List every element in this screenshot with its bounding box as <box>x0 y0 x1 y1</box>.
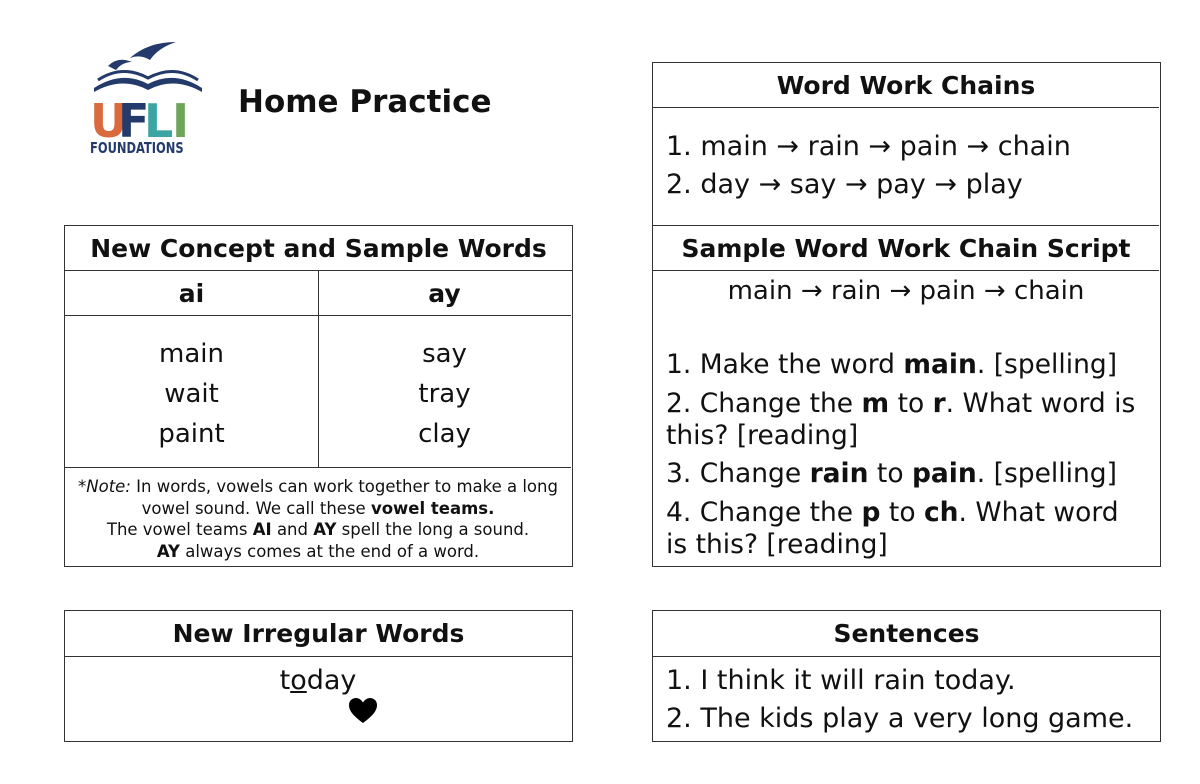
note-bold-1: vowel teams. <box>370 498 495 518</box>
step-text: . What word is this? [reading] <box>666 497 1119 560</box>
note-label: *Note: <box>78 477 131 496</box>
list-item: main <box>159 339 224 369</box>
step-text: to <box>889 388 933 419</box>
list-item: clay <box>418 419 471 449</box>
chains-title: Word Work Chains <box>653 63 1159 108</box>
concept-title: New Concept and Sample Words <box>65 226 572 271</box>
script-title: Sample Word Work Chain Script <box>653 226 1159 271</box>
note-text-3: and <box>271 520 314 539</box>
list-item: paint <box>158 419 225 449</box>
script-step-3 <box>666 458 1146 490</box>
step-text: . [spelling] <box>976 349 1118 380</box>
logo-subtitle: FOUNDATIONS <box>90 139 184 157</box>
note-text-5: always comes at the end of a word. <box>179 541 480 561</box>
step-text: . [spelling] <box>976 458 1117 489</box>
step-text: 2. Change the <box>666 388 862 419</box>
step-text: to <box>880 497 924 528</box>
note-bold-2: AI <box>252 520 272 539</box>
script-chain: main → rain → pain → chain <box>727 276 1085 306</box>
step-text: 3. Change <box>666 458 810 489</box>
step-text: . What word is this? [reading] <box>666 388 1136 451</box>
concept-box <box>64 225 573 567</box>
note-bold-3: AY <box>313 520 337 539</box>
step-bold: main <box>903 349 977 380</box>
step-bold: rain <box>809 458 869 489</box>
step-text: to <box>868 458 912 489</box>
step-text: 1. Make the word <box>666 349 904 380</box>
script-step-4 <box>666 497 1146 561</box>
step-bold: ch <box>923 497 959 528</box>
word-part: day <box>306 665 357 696</box>
script-step-2 <box>666 388 1146 452</box>
irregular-title: New Irregular Words <box>65 611 572 657</box>
note-text-4: spell the long a sound. <box>336 520 530 539</box>
chain-line-1: 1. main → rain → pain → chain <box>666 131 1071 162</box>
step-bold: r <box>932 388 946 419</box>
list-item: wait <box>164 379 219 409</box>
heart-icon <box>348 697 378 725</box>
sentence-2: 2. The kids play a very long game. <box>666 703 1134 734</box>
sentences-title: Sentences <box>653 611 1160 657</box>
page-title: Home Practice <box>238 84 492 120</box>
irregular-words-box <box>64 610 573 742</box>
irregular-word <box>65 665 571 696</box>
svg-text:U: U <box>90 94 128 148</box>
ai-word-list <box>65 334 318 454</box>
step-bold: p <box>861 497 881 528</box>
note-text-1: In words, vowels can work together to make a long vowel sound. We call these <box>130 477 558 518</box>
word-part-underlined: o <box>290 665 307 696</box>
word-part: t <box>279 665 291 696</box>
list-item: say <box>422 339 467 369</box>
list-item: tray <box>418 379 471 409</box>
note-text-2: The vowel teams <box>106 520 253 539</box>
col-header-ay: ay <box>318 271 571 316</box>
svg-text:F: F <box>118 94 150 148</box>
script-step-1 <box>666 349 1146 381</box>
word-work-box <box>652 62 1161 567</box>
svg-text:I: I <box>172 94 190 148</box>
svg-text:L: L <box>144 94 174 148</box>
col-header-ai: ai <box>65 271 318 316</box>
step-bold: pain <box>911 458 977 489</box>
step-text: 4. Change the <box>666 497 862 528</box>
note-bold-4: AY <box>156 541 180 561</box>
sentence-1: 1. I think it will rain today. <box>666 665 1016 696</box>
step-bold: m <box>861 388 890 419</box>
ay-word-list <box>318 334 571 454</box>
chain-line-2: 2. day → say → pay → play <box>666 169 1023 200</box>
sentences-box <box>652 610 1161 742</box>
concept-note <box>65 467 571 562</box>
